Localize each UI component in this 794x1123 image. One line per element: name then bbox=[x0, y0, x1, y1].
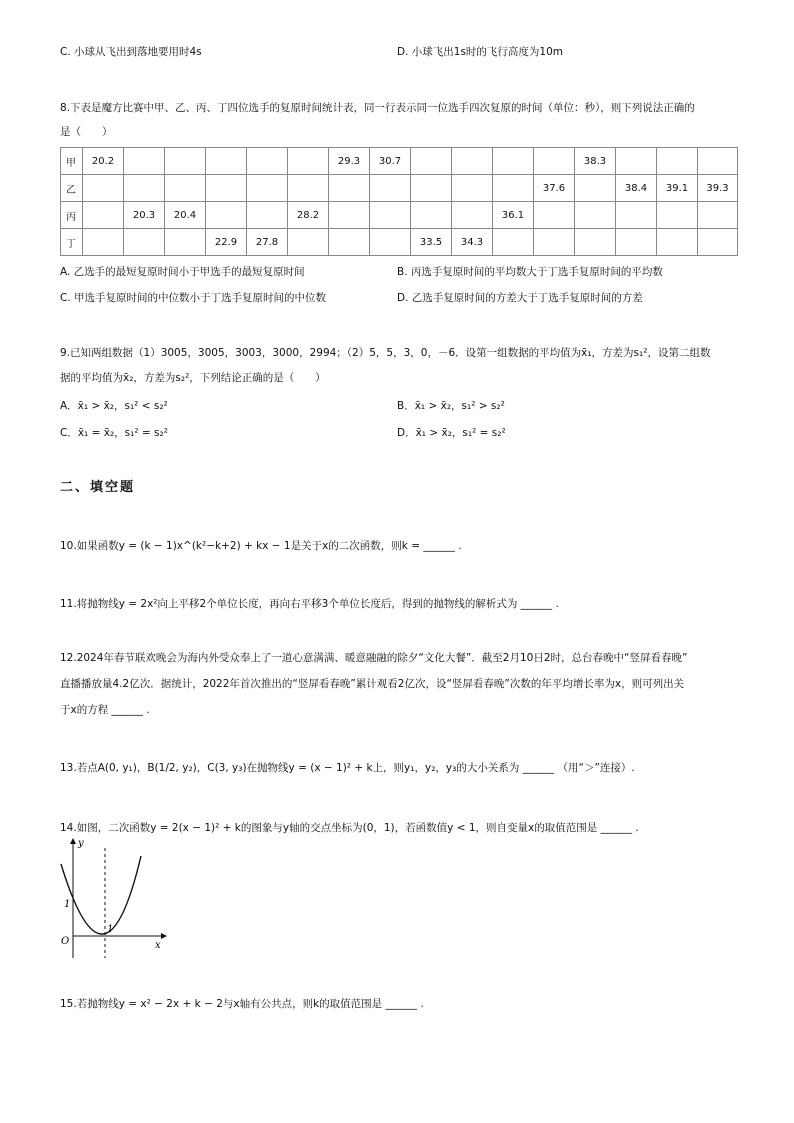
table-cell bbox=[452, 148, 493, 175]
table-cell bbox=[698, 202, 738, 229]
table-cell bbox=[206, 202, 247, 229]
table-cell bbox=[165, 229, 206, 256]
q8-stem-line1: 8.下表是魔方比赛中甲、乙、丙、丁四位选手的复原时间统计表，同一行表示同一位选手四次复原的时间（单位：秒），则下列说法正确的 bbox=[60, 102, 695, 114]
table-row-header: 丁 bbox=[61, 229, 83, 256]
table-row bbox=[61, 175, 738, 202]
q14-text: 14.如图，二次函数y = 2(x − 1)² + k的图象与y轴的交点坐标为(0，1)，若函数值y < 1，则自变量x的取值范围是 ______ . bbox=[60, 822, 639, 834]
table-cell bbox=[493, 229, 534, 256]
q8-option-d: D. 乙选手复原时间的方差大于丁选手复原时间的方差 bbox=[397, 292, 643, 304]
q9-stem-line1: 9.已知两组数据（1）3005，3005，3003，3000，2994；（2）5，5，3，0，－6．设第一组数据的平均值为x̄₁，方差为s₁²，设第二组数 bbox=[60, 347, 711, 359]
table-cell bbox=[370, 229, 411, 256]
q15-text: 15.若抛物线y = x² − 2x + k − 2与x轴有公共点，则k的取值范围是 ______ . bbox=[60, 998, 424, 1010]
table-cell bbox=[206, 148, 247, 175]
table-cell bbox=[657, 202, 698, 229]
table-cell: 38.3 bbox=[575, 148, 616, 175]
table-cell bbox=[534, 229, 575, 256]
table-cell bbox=[288, 148, 329, 175]
q8-option-a: A. 乙选手的最短复原时间小于甲选手的最短复原时间 bbox=[60, 266, 305, 278]
table-cell bbox=[370, 175, 411, 202]
table-row bbox=[61, 202, 738, 229]
table-cell bbox=[657, 148, 698, 175]
q9-option-b: B．x̄₁ > x̄₂，s₁² > s₂² bbox=[397, 400, 505, 412]
q8-table bbox=[60, 147, 738, 256]
table-cell bbox=[575, 202, 616, 229]
table-cell: 20.4 bbox=[165, 202, 206, 229]
table-cell: 20.2 bbox=[83, 148, 124, 175]
q10-text: 10.如果函数y = (k − 1)x^(k²−k+2) + kx − 1是关于x的二次函数，则k = ______ . bbox=[60, 540, 462, 552]
q9-option-c: C．x̄₁ = x̄₂，s₁² = s₂² bbox=[60, 427, 168, 439]
table-cell: 22.9 bbox=[206, 229, 247, 256]
table-cell bbox=[370, 202, 411, 229]
table-cell: 27.8 bbox=[247, 229, 288, 256]
table-row-header: 乙 bbox=[61, 175, 83, 202]
y-intercept-label: 1 bbox=[64, 899, 71, 910]
table-cell bbox=[575, 175, 616, 202]
q12-line3: 于x的方程 ______ . bbox=[60, 704, 150, 716]
table-cell: 37.6 bbox=[534, 175, 575, 202]
q8-stem-line2: 是（ ） bbox=[60, 126, 113, 138]
table-cell bbox=[206, 175, 247, 202]
q14-parabola-graph bbox=[55, 836, 170, 966]
y-axis-arrow bbox=[70, 838, 76, 844]
table-cell: 36.1 bbox=[493, 202, 534, 229]
table-cell bbox=[452, 175, 493, 202]
table-cell bbox=[534, 148, 575, 175]
table-cell: 33.5 bbox=[411, 229, 452, 256]
table-cell bbox=[165, 175, 206, 202]
table-cell bbox=[124, 175, 165, 202]
table-cell bbox=[165, 148, 206, 175]
table-row bbox=[61, 229, 738, 256]
table-row-header: 甲 bbox=[61, 148, 83, 175]
table-cell: 29.3 bbox=[329, 148, 370, 175]
table-cell bbox=[616, 229, 657, 256]
table-cell bbox=[575, 229, 616, 256]
table-cell bbox=[83, 202, 124, 229]
table-cell bbox=[493, 175, 534, 202]
table-cell bbox=[329, 229, 370, 256]
q7-option-c: C. 小球从飞出到落地要用时4s bbox=[60, 46, 202, 58]
table-cell bbox=[124, 148, 165, 175]
table-cell bbox=[493, 148, 534, 175]
q12-line2: 直播播放量4.2亿次．据统计，2022年首次推出的“竖屏看春晚”累计观看2亿次，设“竖屏看春晚”次数的年平均增长率为x，则可列出关 bbox=[60, 678, 685, 690]
table-cell bbox=[288, 229, 329, 256]
table-row bbox=[61, 148, 738, 175]
q8-option-c: C. 甲选手复原时间的中位数小于丁选手复原时间的中位数 bbox=[60, 292, 327, 304]
table-cell: 20.3 bbox=[124, 202, 165, 229]
section-title-fill-in: 二、填空题 bbox=[60, 480, 136, 495]
table-cell: 39.1 bbox=[657, 175, 698, 202]
origin-label: O bbox=[61, 936, 70, 947]
q8-option-b: B. 丙选手复原时间的平均数大于丁选手复原时间的平均数 bbox=[397, 266, 663, 278]
table-cell bbox=[616, 202, 657, 229]
table-cell bbox=[657, 229, 698, 256]
x-axis-label: x bbox=[155, 940, 161, 951]
q11-text: 11.将抛物线y = 2x²向上平移2个单位长度，再向右平移3个单位长度后，得到的抛物线的解析式为 ______ . bbox=[60, 598, 559, 610]
table-cell bbox=[124, 229, 165, 256]
table-cell bbox=[411, 148, 452, 175]
q7-option-d: D. 小球飞出1s时的飞行高度为10m bbox=[397, 46, 563, 58]
table-cell bbox=[452, 202, 493, 229]
table-cell bbox=[534, 202, 575, 229]
table-cell bbox=[329, 202, 370, 229]
table-cell bbox=[288, 175, 329, 202]
table-cell: 28.2 bbox=[288, 202, 329, 229]
table-row-header: 丙 bbox=[61, 202, 83, 229]
q9-stem-line2: 据的平均值为x̄₂，方差为s₂²，下列结论正确的是（ ） bbox=[60, 372, 326, 384]
table-cell bbox=[698, 229, 738, 256]
table-cell bbox=[247, 202, 288, 229]
q13-text: 13.若点A(0, y₁)，B(1/2, y₂)，C(3, y₃)在抛物线y = (x − 1)² + k上，则y₁，y₂，y₃的大小关系为 ______ （用“＞”连接）. bbox=[60, 762, 635, 774]
table-cell bbox=[616, 148, 657, 175]
table-cell bbox=[83, 229, 124, 256]
x-tick-label: 1 bbox=[107, 924, 114, 935]
table-cell bbox=[247, 175, 288, 202]
table-cell bbox=[247, 148, 288, 175]
table-cell: 34.3 bbox=[452, 229, 493, 256]
y-axis-label: y bbox=[78, 838, 84, 849]
table-cell bbox=[411, 202, 452, 229]
table-cell bbox=[329, 175, 370, 202]
table-cell: 30.7 bbox=[370, 148, 411, 175]
table-cell: 38.4 bbox=[616, 175, 657, 202]
table-cell bbox=[698, 148, 738, 175]
q12-line1: 12.2024年春节联欢晚会为海内外受众奉上了一道心意满满、暖意融融的除夕“文化大餐”．截至2月10日2时，总台春晚中“竖屏看春晚” bbox=[60, 652, 688, 664]
q9-option-d: D．x̄₁ > x̄₂，s₁² = s₂² bbox=[397, 427, 506, 439]
table-cell: 39.3 bbox=[698, 175, 738, 202]
x-axis-arrow bbox=[161, 933, 167, 939]
table-cell bbox=[83, 175, 124, 202]
table-cell bbox=[411, 175, 452, 202]
q9-option-a: A．x̄₁ > x̄₂，s₁² < s₂² bbox=[60, 400, 168, 412]
